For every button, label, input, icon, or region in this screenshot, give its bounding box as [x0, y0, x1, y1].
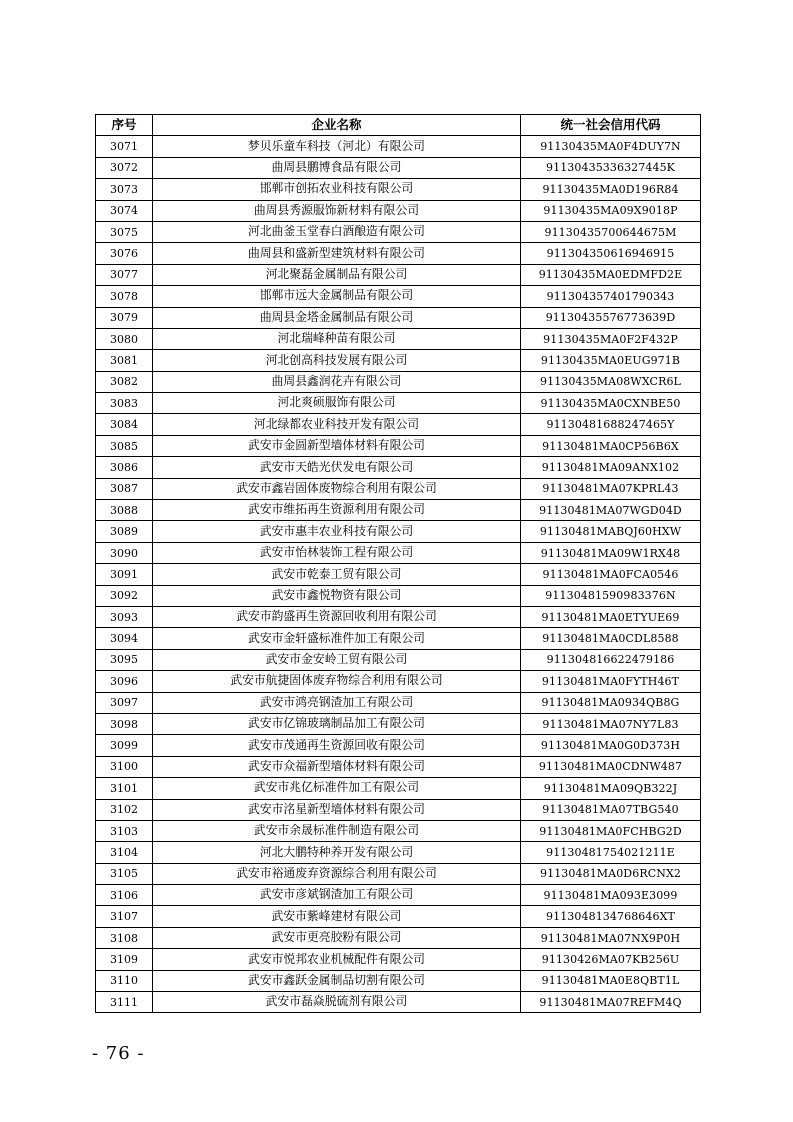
table-row: [96, 500, 701, 521]
credit-code-cell: 91130481MA0CP56B6X: [521, 435, 701, 456]
table-row: [96, 713, 701, 734]
credit-code-cell: 91130481MA0934QB8G: [521, 692, 701, 713]
table-row: [96, 992, 701, 1013]
credit-code-cell: 91130481MA07KPRL43: [521, 478, 701, 499]
table-row: [96, 927, 701, 948]
credit-code-cell: 91130435MA09X9018P: [521, 200, 701, 221]
table-row: [96, 970, 701, 991]
serial-cell: 3108: [96, 927, 153, 948]
credit-code-cell: 91130481MA09W1RX48: [521, 542, 701, 563]
company-name-cell: 武安市悦邦农业机械配件有限公司: [153, 949, 521, 970]
serial-cell: 3092: [96, 585, 153, 606]
serial-cell: 3080: [96, 328, 153, 349]
credit-code-cell: 91130481MA0D6RCNX2: [521, 863, 701, 884]
company-name-cell: 曲周县鑫润花卉有限公司: [153, 371, 521, 392]
table-row: [96, 542, 701, 563]
table-row: [96, 521, 701, 542]
credit-code-cell: 91130481MA0E8QBT1L: [521, 970, 701, 991]
table-row: [96, 307, 701, 328]
serial-cell: 3109: [96, 949, 153, 970]
company-name-cell: 河北聚磊金属制品有限公司: [153, 264, 521, 285]
company-name-cell: 河北创高科技发展有限公司: [153, 350, 521, 371]
table-row: [96, 820, 701, 841]
company-name-cell: 曲周县鹏博食品有限公司: [153, 157, 521, 178]
company-name-cell: 曲周县金塔金属制品有限公司: [153, 307, 521, 328]
serial-cell: 3106: [96, 885, 153, 906]
company-name-cell: 邯郸市创拓农业科技有限公司: [153, 179, 521, 200]
serial-cell: 3107: [96, 906, 153, 927]
company-name-cell: 武安市航捷固体废弃物综合利用有限公司: [153, 671, 521, 692]
table-row: [96, 371, 701, 392]
table-header-row: [96, 115, 701, 136]
company-name-cell: 武安市鑫悦物资有限公司: [153, 585, 521, 606]
table-row: [96, 885, 701, 906]
credit-code-cell: 91130435MA0F4DUY7N: [521, 136, 701, 157]
company-name-cell: 武安市彦斌钢渣加工有限公司: [153, 885, 521, 906]
table-row: [96, 136, 701, 157]
company-name-cell: 武安市乾泰工贸有限公司: [153, 564, 521, 585]
serial-cell: 3077: [96, 264, 153, 285]
credit-code-cell: 91130481MA0FCA0546: [521, 564, 701, 585]
table-row: [96, 286, 701, 307]
credit-code-cell: 911304350616946915: [521, 243, 701, 264]
credit-code-cell: 91130481MA0ETYUE69: [521, 606, 701, 627]
table-row: [96, 778, 701, 799]
company-name-cell: 河北大鹏特种养开发有限公司: [153, 842, 521, 863]
company-name-cell: 武安市亿锦玻璃制品加工有限公司: [153, 713, 521, 734]
company-name-cell: 武安市磊焱脱硫剂有限公司: [153, 992, 521, 1013]
company-name-cell: 河北曲釜玉堂春白酒酿造有限公司: [153, 221, 521, 242]
table-row: [96, 863, 701, 884]
company-name-cell: 武安市众福新型墙体材料有限公司: [153, 756, 521, 777]
table-row: [96, 949, 701, 970]
credit-code-cell: 91130435MA0EDMFD2E: [521, 264, 701, 285]
company-name-cell: 武安市天皓光伏发电有限公司: [153, 457, 521, 478]
credit-code-cell: 91130481MA07WGD04D: [521, 500, 701, 521]
credit-code-cell: 91130481MA0CDNW487: [521, 756, 701, 777]
table-row: [96, 842, 701, 863]
serial-cell: 3071: [96, 136, 153, 157]
serial-cell: 3086: [96, 457, 153, 478]
serial-cell: 3110: [96, 970, 153, 991]
serial-cell: 3085: [96, 435, 153, 456]
serial-cell: 3094: [96, 628, 153, 649]
company-name-cell: 武安市紫峰建材有限公司: [153, 906, 521, 927]
company-name-cell: 武安市怡林装饰工程有限公司: [153, 542, 521, 563]
serial-cell: 3099: [96, 735, 153, 756]
table-row: [96, 671, 701, 692]
credit-code-cell: 91130481MA07NY7L83: [521, 713, 701, 734]
serial-cell: 3097: [96, 692, 153, 713]
credit-code-cell: 91130481MA0FYTH46T: [521, 671, 701, 692]
serial-cell: 3111: [96, 992, 153, 1013]
company-name-cell: 武安市茂通再生资源回收有限公司: [153, 735, 521, 756]
table-row: [96, 179, 701, 200]
company-name-cell: 河北爽硕服饰有限公司: [153, 393, 521, 414]
header-credit-code: 统一社会信用代码: [521, 115, 701, 136]
page-number: - 76 -: [92, 1043, 145, 1064]
serial-cell: 3074: [96, 200, 153, 221]
credit-code-cell: 91130481MA07REFM4Q: [521, 992, 701, 1013]
table-row: [96, 649, 701, 670]
credit-code-cell: 91130435MA08WXCR6L: [521, 371, 701, 392]
table-row: [96, 628, 701, 649]
credit-code-cell: 91130481MABQJ60HXW: [521, 521, 701, 542]
credit-code-cell: 91130435MA0F2F432P: [521, 328, 701, 349]
serial-cell: 3100: [96, 756, 153, 777]
credit-code-cell: 91130481MA0FCHBG2D: [521, 820, 701, 841]
credit-code-cell: 91130435700644675M: [521, 221, 701, 242]
company-name-cell: 武安市更亮胶粉有限公司: [153, 927, 521, 948]
serial-cell: 3088: [96, 500, 153, 521]
serial-cell: 3102: [96, 799, 153, 820]
serial-cell: 3093: [96, 606, 153, 627]
credit-code-cell: 91130481MA0CDL8588: [521, 628, 701, 649]
company-name-cell: 河北瑞峰种苗有限公司: [153, 328, 521, 349]
serial-cell: 3079: [96, 307, 153, 328]
serial-cell: 3105: [96, 863, 153, 884]
table-row: [96, 756, 701, 777]
company-name-cell: 武安市维拓再生资源利用有限公司: [153, 500, 521, 521]
table-row: [96, 264, 701, 285]
credit-code-cell: 911304816622479186: [521, 649, 701, 670]
company-name-cell: 武安市韵盛再生资源回收利用有限公司: [153, 606, 521, 627]
serial-cell: 3104: [96, 842, 153, 863]
company-name-cell: 武安市余晟标准件制造有限公司: [153, 820, 521, 841]
enterprise-table: [95, 114, 701, 1013]
serial-cell: 3076: [96, 243, 153, 264]
table-row: [96, 799, 701, 820]
company-name-cell: 武安市兆亿标准件加工有限公司: [153, 778, 521, 799]
serial-cell: 3072: [96, 157, 153, 178]
table-row: [96, 221, 701, 242]
serial-cell: 3089: [96, 521, 153, 542]
table-row: [96, 906, 701, 927]
table-row: [96, 328, 701, 349]
serial-cell: 3082: [96, 371, 153, 392]
table-row: [96, 606, 701, 627]
serial-cell: 3084: [96, 414, 153, 435]
table-body: [96, 136, 701, 1013]
table-row: [96, 350, 701, 371]
company-name-cell: 武安市洺星新型墙体材料有限公司: [153, 799, 521, 820]
table-row: [96, 243, 701, 264]
credit-code-cell: 91130435576773639D: [521, 307, 701, 328]
company-name-cell: 梦贝乐童车科技（河北）有限公司: [153, 136, 521, 157]
serial-cell: 3073: [96, 179, 153, 200]
company-name-cell: 武安市金安岭工贸有限公司: [153, 649, 521, 670]
credit-code-cell: 91130435MA0D196R84: [521, 179, 701, 200]
company-name-cell: 武安市鑫岩固体废物综合利用有限公司: [153, 478, 521, 499]
serial-cell: 3083: [96, 393, 153, 414]
company-name-cell: 邯郸市远大金属制品有限公司: [153, 286, 521, 307]
company-name-cell: 武安市惠丰农业科技有限公司: [153, 521, 521, 542]
credit-code-cell: 91130435MA0CXNBE50: [521, 393, 701, 414]
company-name-cell: 曲周县和盛新型建筑材料有限公司: [153, 243, 521, 264]
serial-cell: 3096: [96, 671, 153, 692]
credit-code-cell: 91130435336327445K: [521, 157, 701, 178]
table-row: [96, 735, 701, 756]
credit-code-cell: 91130481MA09ANX102: [521, 457, 701, 478]
table-row: [96, 414, 701, 435]
serial-cell: 3087: [96, 478, 153, 499]
table-row: [96, 435, 701, 456]
credit-code-cell: 91130481MA093E3099: [521, 885, 701, 906]
serial-cell: 3095: [96, 649, 153, 670]
credit-code-cell: 91130481MA0G0D373H: [521, 735, 701, 756]
table-row: [96, 585, 701, 606]
table-row: [96, 692, 701, 713]
company-name-cell: 武安市裕通废弃资源综合利用有限公司: [153, 863, 521, 884]
company-name-cell: 武安市金轩盛标准件加工有限公司: [153, 628, 521, 649]
credit-code-cell: 91130481MA07TBG540: [521, 799, 701, 820]
credit-code-cell: 91130481688247465Y: [521, 414, 701, 435]
credit-code-cell: 91130481754021211E: [521, 842, 701, 863]
table-row: [96, 564, 701, 585]
table-row: [96, 457, 701, 478]
credit-code-cell: 91130481MA07NX9P0H: [521, 927, 701, 948]
company-name-cell: 武安市鑫跃金属制品切割有限公司: [153, 970, 521, 991]
company-name-cell: 武安市金圆新型墙体材料有限公司: [153, 435, 521, 456]
serial-cell: 3075: [96, 221, 153, 242]
header-company-name: 企业名称: [153, 115, 521, 136]
credit-code-cell: 91130435MA0EUG971B: [521, 350, 701, 371]
serial-cell: 3081: [96, 350, 153, 371]
credit-code-cell: 91130481590983376N: [521, 585, 701, 606]
table-row: [96, 157, 701, 178]
table-row: [96, 393, 701, 414]
credit-code-cell: 91130426MA07KB256U: [521, 949, 701, 970]
serial-cell: 3098: [96, 713, 153, 734]
credit-code-cell: 91130481MA09QB322J: [521, 778, 701, 799]
credit-code-cell: 911304357401790343: [521, 286, 701, 307]
company-name-cell: 武安市鸿亮钢渣加工有限公司: [153, 692, 521, 713]
serial-cell: 3103: [96, 820, 153, 841]
serial-cell: 3091: [96, 564, 153, 585]
table-row: [96, 478, 701, 499]
company-name-cell: 河北绿都农业科技开发有限公司: [153, 414, 521, 435]
serial-cell: 3078: [96, 286, 153, 307]
table-row: [96, 200, 701, 221]
header-serial: 序号: [96, 115, 153, 136]
serial-cell: 3090: [96, 542, 153, 563]
company-name-cell: 曲周县秀源服饰新材料有限公司: [153, 200, 521, 221]
credit-code-cell: 9113048134768646XT: [521, 906, 701, 927]
serial-cell: 3101: [96, 778, 153, 799]
